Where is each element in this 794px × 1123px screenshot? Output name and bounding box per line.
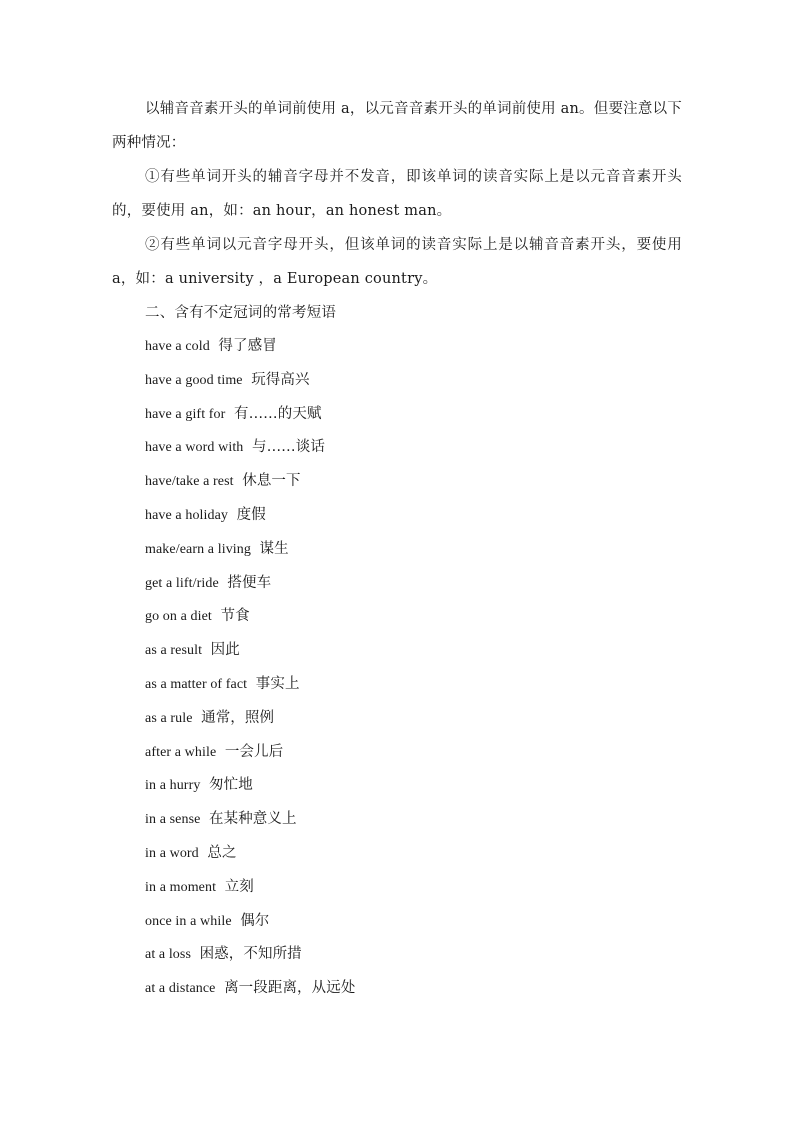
list-item: [145, 567, 355, 601]
phrase-english: get a lift/ride: [145, 575, 219, 591]
paragraph-case-one: ①有些单词开头的辅音字母并不发音，即该单词的读音实际上是以元音音素开头的，要使用 an，如：an hour，an honest man。: [112, 169, 682, 219]
phrase-english: in a sense: [145, 812, 201, 828]
list-item: [145, 499, 355, 533]
list-item: [145, 803, 355, 837]
list-item: [145, 465, 355, 499]
phrase-english: in a hurry: [145, 778, 201, 794]
list-item: [145, 905, 355, 939]
phrase-chinese: 因此: [210, 642, 240, 659]
phrase-chinese: 有……的天赋: [233, 405, 322, 422]
phrase-english: have/take a rest: [145, 474, 234, 490]
list-item: [145, 769, 355, 803]
phrase-chinese: 偶尔: [240, 912, 270, 929]
phrase-english: as a matter of fact: [145, 676, 248, 692]
phrase-english: in a word: [145, 845, 199, 861]
paragraph-case-two: ②有些单词以元音字母开头，但该单词的读音实际上是以辅音音素开头，要使用 a，如：a university ，a European country。: [112, 237, 682, 287]
phrase-list: [145, 330, 355, 1006]
phrase-english: as a rule: [145, 710, 193, 726]
phrase-english: at a distance: [145, 981, 216, 997]
section-heading: 二、含有不定冠词的常考短语: [145, 305, 337, 321]
list-item: [145, 533, 355, 567]
phrase-chinese: 在某种意义上: [209, 811, 297, 828]
list-item: [145, 702, 355, 736]
list-item: [145, 871, 355, 905]
phrase-english: after a while: [145, 744, 217, 760]
list-item: [145, 938, 355, 972]
list-item: [145, 398, 355, 432]
phrase-chinese: 立刻: [224, 878, 254, 895]
list-item: [145, 431, 355, 465]
phrase-english: have a cold: [145, 339, 210, 354]
phrase-english: at a loss: [145, 947, 192, 963]
phrase-english: have a good time: [145, 372, 243, 388]
list-item: [145, 330, 355, 364]
phrase-english: as a result: [145, 643, 203, 659]
phrase-english: go on a diet: [145, 609, 212, 625]
phrase-chinese: 玩得高兴: [251, 371, 310, 388]
phrase-chinese: 匆忙地: [209, 777, 253, 794]
list-item: [145, 364, 355, 398]
list-item: [145, 837, 355, 871]
list-item: [145, 600, 355, 634]
paragraph-article-rule: 以辅音音素开头的单词前使用 a，以元音音素开头的单词前使用 an。但要注意以下两种情况：: [112, 101, 682, 151]
phrase-chinese: 搭便车: [227, 574, 272, 591]
phrase-chinese: 节食: [220, 608, 250, 625]
phrase-chinese: 休息一下: [242, 473, 301, 490]
phrase-chinese: 谋生: [259, 540, 289, 557]
phrase-chinese: 离一段距离，从远处: [224, 980, 356, 997]
phrase-chinese: 得了感冒: [218, 338, 277, 354]
list-item: [145, 668, 355, 702]
phrase-english: have a word with: [145, 440, 244, 456]
list-item: [145, 634, 355, 668]
phrase-chinese: 事实上: [255, 675, 300, 692]
phrase-chinese: 度假: [236, 506, 266, 523]
phrase-chinese: 与……谈话: [251, 439, 325, 456]
phrase-chinese: 一会儿后: [224, 743, 284, 760]
phrase-chinese: 总之: [207, 844, 237, 861]
phrase-english: have a holiday: [145, 507, 229, 523]
phrase-english: make/earn a living: [145, 541, 251, 557]
phrase-english: once in a while: [145, 913, 232, 929]
phrase-english: have a gift for: [145, 406, 226, 422]
phrase-english: in a moment: [145, 879, 217, 895]
list-item: [145, 736, 355, 770]
phrase-chinese: 通常，照例: [201, 709, 275, 726]
list-item: [145, 972, 355, 1006]
phrase-chinese: 困惑，不知所措: [199, 946, 302, 963]
